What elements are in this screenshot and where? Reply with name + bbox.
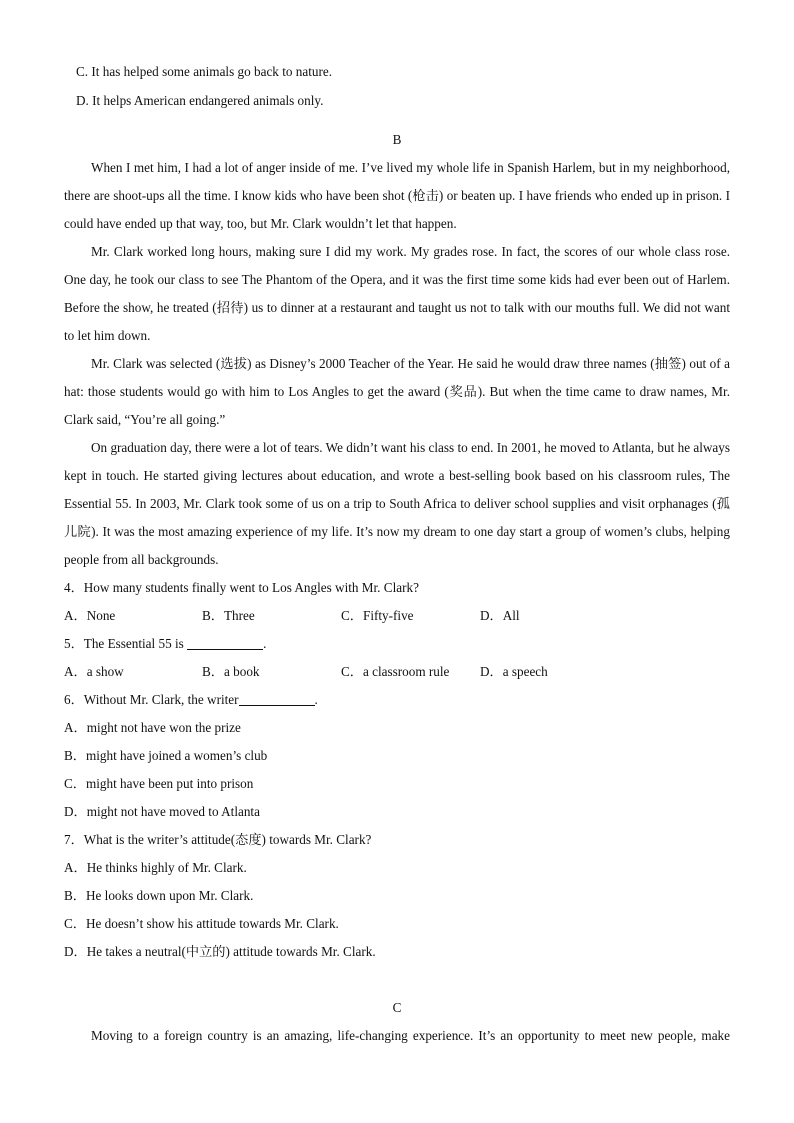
question-5-option-a: A．a show bbox=[64, 664, 124, 679]
question-5-stem-end: . bbox=[263, 636, 267, 651]
question-6-stem-text: 6．Without Mr. Clark, the writer bbox=[64, 692, 239, 707]
question-4-option-c: C．Fifty-five bbox=[341, 608, 414, 623]
passage-b-paragraph-3: Mr. Clark was selected (选拔) as Disney’s 2000 Teacher of the Year. He said he would draw three names (抽签) out of a hat: those students would go with him to Los Angles to get the award (奖品). But when the time came to draw names, Mr. Clark said, “You’re all going.” bbox=[64, 356, 730, 427]
question-6-stem-end: . bbox=[314, 692, 318, 707]
question-7-stem: 7．What is the writer’s attitude(态度) towards Mr. Clark? bbox=[64, 832, 372, 847]
question-5-option-b: B．a book bbox=[202, 664, 260, 679]
passage-b-paragraph-4: On graduation day, there were a lot of tears. We didn’t want his class to end. In 2001, he moved to Atlanta, but he always kept in touch. He started giving lectures about education, and wrote a best-selling book based on his classroom rules, The Essential 55. In 2003, Mr. Clark took some of us on a trip to South Africa to deliver school supplies and visit orphanages (孤儿院). It was the most amazing experience of my life. It’s now my dream to one day start a group of women’s clubs, helping people from all backgrounds. bbox=[64, 440, 730, 567]
question-7-option-b: B．He looks down upon Mr. Clark. bbox=[64, 888, 254, 903]
passage-b-paragraph-2: Mr. Clark worked long hours, making sure I did my work. My grades rose. In fact, the scores of our whole class rose. One day, he took our class to see The Phantom of the Opera, and it was the first time some kids had ever been out of Harlem. Before the show, he treated (招待) us to dinner at a restaurant and taught us not to talk with our mouths full. We did not want to let him down. bbox=[64, 244, 730, 343]
prev-option-d: D. It helps American endangered animals only. bbox=[76, 93, 324, 108]
question-5-stem bbox=[64, 636, 266, 652]
question-5-option-c: C．a classroom rule bbox=[341, 664, 450, 679]
question-6-option-a: A．might not have won the prize bbox=[64, 720, 241, 735]
question-4-option-d: D．All bbox=[480, 608, 520, 623]
question-6-option-d: D．might not have moved to Atlanta bbox=[64, 804, 260, 819]
question-6-option-c: C．might have been put into prison bbox=[64, 776, 254, 791]
passage-c-first-line: Moving to a foreign country is an amazing, life-changing experience. It’s an opportunity to meet new people, make bbox=[91, 1028, 730, 1043]
question-6-stem bbox=[64, 692, 318, 708]
section-c-title: C bbox=[392, 1000, 402, 1015]
section-b-title: B bbox=[392, 132, 402, 147]
question-5-option-d: D．a speech bbox=[480, 664, 548, 679]
answer-blank bbox=[187, 637, 263, 650]
question-4-stem: 4．How many students finally went to Los Angles with Mr. Clark? bbox=[64, 580, 419, 595]
question-7-option-d: D．He takes a neutral(中立的) attitude towards Mr. Clark. bbox=[64, 944, 376, 959]
question-7-option-c: C．He doesn’t show his attitude towards Mr. Clark. bbox=[64, 916, 339, 931]
prev-option-c: C. It has helped some animals go back to nature. bbox=[76, 64, 332, 79]
question-7-option-a: A．He thinks highly of Mr. Clark. bbox=[64, 860, 247, 875]
question-6-option-b: B．might have joined a women’s club bbox=[64, 748, 268, 763]
question-4-option-a: A．None bbox=[64, 608, 116, 623]
question-5-stem-text: 5．The Essential 55 is bbox=[64, 636, 188, 651]
answer-blank bbox=[239, 693, 315, 706]
passage-b-paragraph-1: When I met him, I had a lot of anger inside of me. I’ve lived my whole life in Spanish Harlem, but in my neighborhood, there are shoot-ups all the time. I know kids who have been shot (枪击) or beaten up. I have friends who ended up in prison. I could have ended up that way, too, but Mr. Clark wouldn’t let that happen. bbox=[64, 160, 730, 231]
question-4-option-b: B．Three bbox=[202, 608, 255, 623]
